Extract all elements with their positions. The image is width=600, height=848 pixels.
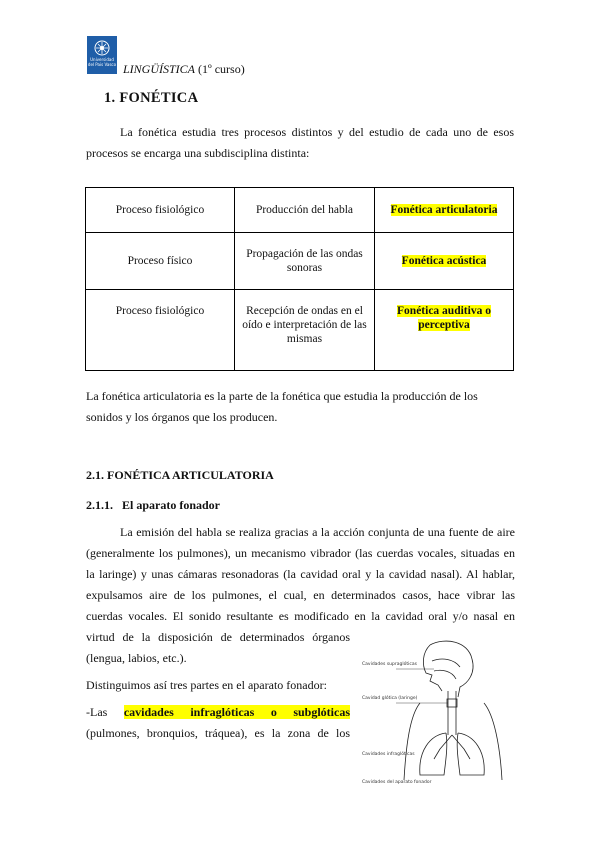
course-year: (1º curso)	[198, 62, 245, 76]
cell-line: Propagación de las ondas	[246, 248, 363, 260]
table-row	[86, 233, 514, 290]
head-outline	[430, 641, 473, 697]
course-header	[123, 62, 245, 77]
body-line: la laringe) y unas cámaras resonadoras (la cavidad oral y la cavidad nasal). Al hablar,	[86, 567, 515, 581]
trachea	[448, 691, 456, 735]
cell-line: oído e interpretación de las	[242, 319, 367, 331]
course-name: LINGÜÍSTICA	[123, 62, 196, 76]
subsection-title: 2.1. FONÉTICA ARTICULATORIA	[86, 468, 274, 482]
subsubsection-number: 2.1.1.	[86, 498, 113, 512]
phonetics-table	[85, 187, 514, 371]
figure-label: Cavidad glótica (laringe)	[362, 696, 418, 701]
parts-intro: Distinguimos así tres partes en el aparato fonador:	[86, 678, 327, 692]
part1-line2: (pulmones, bronquios, tráquea), es la zona de los	[86, 726, 350, 740]
highlighted-term: Fonética auditiva o	[397, 305, 491, 317]
bronchi	[434, 735, 470, 759]
table-cell-descripcion	[235, 290, 375, 371]
body-paragraph	[86, 522, 515, 627]
nasal-cavity	[432, 659, 460, 667]
section-title: 1. FONÉTICA	[104, 90, 199, 106]
oral-cavity	[434, 670, 456, 679]
body-line: cuerdas vocales. El sonido resultante es modificado en la cavidad oral y/o nasal en	[86, 609, 515, 623]
right-lung	[457, 733, 484, 775]
logo-text-line: Universidad	[90, 57, 114, 62]
larynx	[447, 699, 457, 707]
highlighted-term: Fonética acústica	[401, 255, 487, 267]
cell-line: Producción del habla	[255, 204, 354, 216]
body-paragraph-wrapped	[86, 627, 350, 744]
table-cell-disciplina	[375, 290, 514, 371]
part1-prefix: -Las	[86, 705, 108, 719]
figure-label: Cavidades infraglóticas	[362, 752, 415, 757]
part1-line	[86, 702, 350, 723]
table-row	[86, 188, 514, 233]
figure-caption: Cavidades del aparato fonador	[362, 780, 432, 785]
intro-line: procesos se encarga una subdisciplina distinta:	[86, 146, 310, 160]
left-lung	[420, 733, 447, 775]
university-logo	[87, 36, 117, 74]
intro-paragraph	[86, 122, 514, 164]
table-row	[86, 290, 514, 371]
subsubsection-label: El aparato fonador	[122, 498, 221, 512]
table-cell-descripcion	[235, 233, 375, 290]
highlighted-term: perceptiva	[418, 319, 470, 331]
cell-line: sonoras	[286, 262, 323, 274]
body-line: virtud de la disposición de determinados órganos	[86, 630, 350, 644]
intro-line: La fonética estudia tres procesos distintos y del estudio de cada uno de esos	[120, 125, 514, 139]
body-line: La emisión del habla se realiza gracias a la acción conjunta de una fuente de aire	[120, 525, 515, 539]
definition-line: La fonética articulatoria es la parte de la fonética que estudia la producción de los	[86, 389, 478, 403]
body-line: expulsamos aire de los pulmones, el cual, en determinados casos, hace vibrar las	[86, 588, 515, 602]
university-emblem-icon	[92, 39, 112, 57]
body-line: (lengua, labios, etc.).	[86, 651, 187, 665]
table-cell-proceso: Proceso físico	[86, 233, 235, 290]
torso-right	[484, 703, 502, 780]
subsubsection-title	[86, 498, 220, 513]
highlighted-term: cavidades infraglóticas o subglóticas	[123, 705, 350, 719]
cell-line: mismas	[286, 333, 323, 345]
face-profile	[423, 645, 442, 691]
table-cell-disciplina	[375, 233, 514, 290]
cell-line: Recepción de ondas en el	[246, 305, 363, 317]
highlighted-term: Fonética articulatoria	[390, 204, 498, 216]
figure-label: Cavidades supraglóticas	[362, 662, 417, 667]
table-cell-proceso: Proceso fisiológico	[86, 188, 235, 233]
table-cell-proceso: Proceso fisiológico	[86, 290, 235, 371]
body-line: (generalmente los pulmones), un mecanismo vibrador (las cuerdas vocales, situadas en	[86, 546, 515, 560]
table-cell-descripcion	[235, 188, 375, 233]
table-cell-disciplina	[375, 188, 514, 233]
logo-text-line: del Pais Vasco	[87, 61, 117, 67]
vocal-apparatus-diagram	[360, 635, 520, 785]
definition-paragraph	[86, 386, 516, 428]
definition-line: sonidos y los órganos que los producen.	[86, 410, 278, 424]
torso-left	[404, 703, 420, 780]
